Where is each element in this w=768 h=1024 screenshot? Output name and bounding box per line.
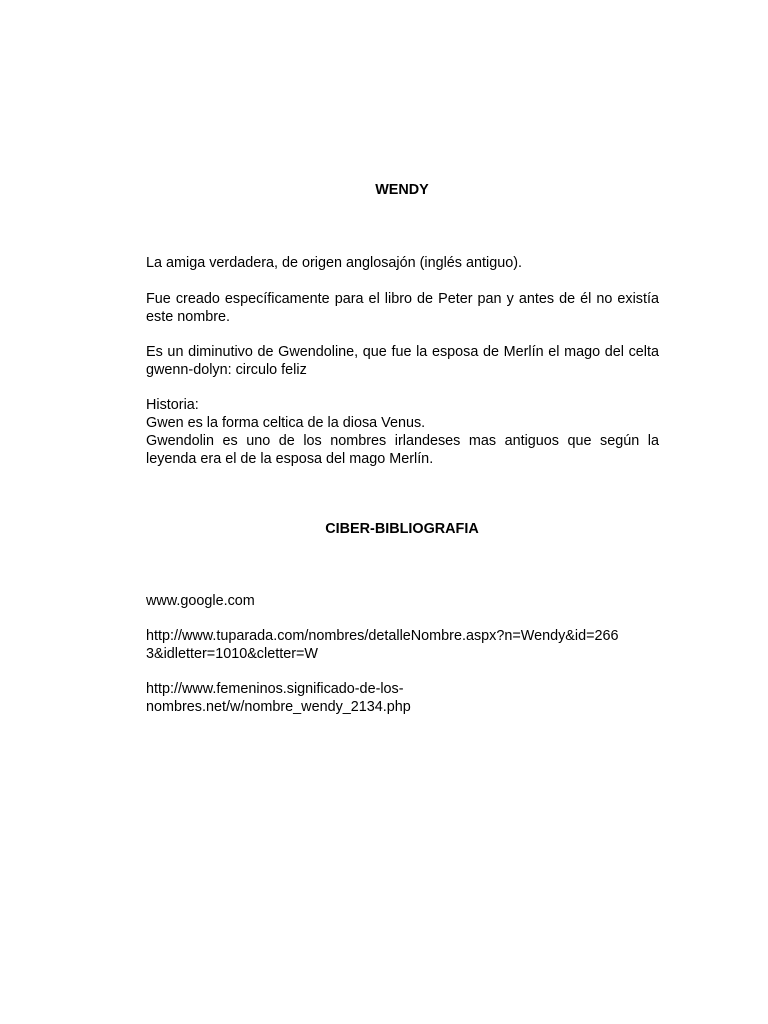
- bibliography-link-tuparada[interactable]: [146, 627, 666, 663]
- bibliography-link-text[interactable]: www.google.com: [146, 593, 255, 609]
- bibliography-link-text[interactable]: http://www.femeninos.significado-de-los-: [146, 681, 404, 697]
- bibliography-link-text[interactable]: nombres.net/w/nombre_wendy_2134.php: [146, 699, 411, 715]
- origin-paragraph: La amiga verdadera, de origen anglosajón (inglés antiguo).: [146, 255, 523, 271]
- document-title: WENDY: [375, 182, 429, 198]
- bibliography-link-text[interactable]: 3&idletter=1010&cletter=W: [146, 646, 318, 662]
- diminutive-paragraph: Es un diminutivo de Gwendoline, que fue la esposa de Merlín el mago del celta gwenn-dolyn: circulo feliz: [146, 344, 659, 378]
- bibliography-link-google[interactable]: [146, 592, 666, 610]
- bibliography-link-femeninos[interactable]: [146, 680, 666, 716]
- bibliography-link-text[interactable]: http://www.tuparada.com/nombres/detalleNombre.aspx?n=Wendy&id=266: [146, 628, 619, 644]
- history-line-venus: Gwen es la forma celtica de la diosa Venus.: [146, 415, 426, 431]
- bibliography-heading: CIBER-BIBLIOGRAFIA: [325, 521, 479, 537]
- created-paragraph: Fue creado específicamente para el libro de Peter pan y antes de él no existía este nombre.: [146, 291, 659, 325]
- history-line-gwendolin: Gwendolin es uno de los nombres irlandeses mas antiguos que según la leyenda era el de la esposa del mago Merlín.: [146, 433, 659, 467]
- history-section: [146, 396, 659, 468]
- history-heading: Historia:: [146, 397, 199, 413]
